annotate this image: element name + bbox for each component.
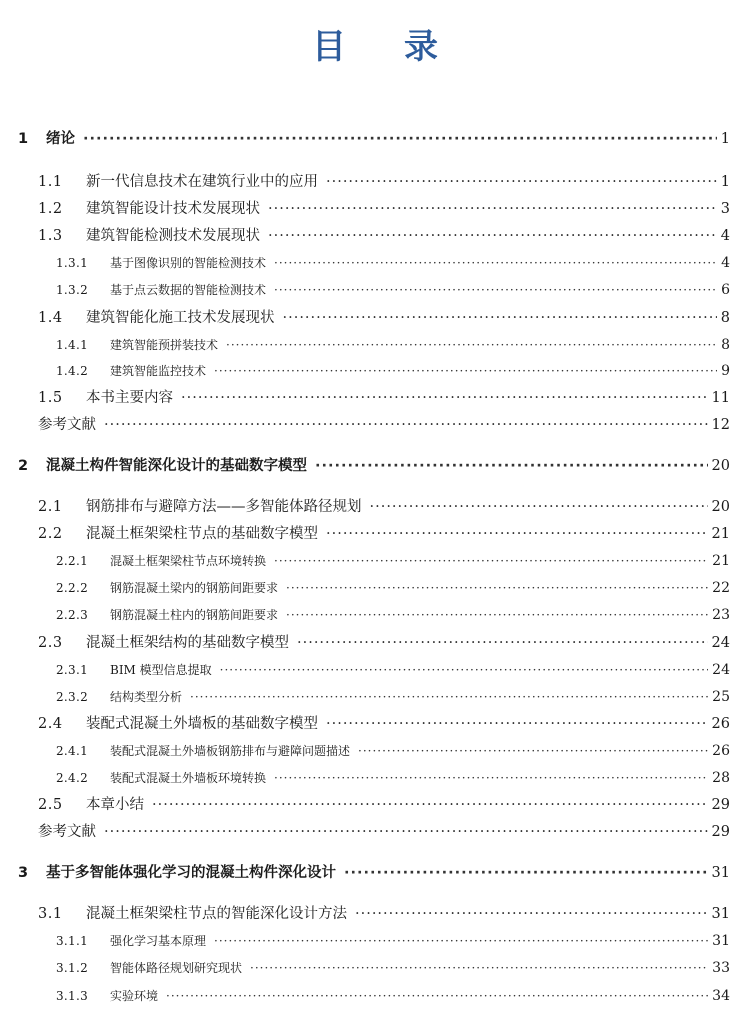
toc-entry-number: 1.3.1	[56, 256, 89, 270]
toc-entry-number: 2.1	[38, 499, 63, 515]
toc-entry-number: 2	[18, 458, 29, 474]
toc-entry-page-number: 4	[721, 255, 730, 271]
toc-entry-title: 混凝土框架梁柱节点的基础数字模型	[86, 526, 318, 542]
dot-leader	[104, 413, 708, 437]
toc-entry-number: 1.5	[38, 390, 63, 406]
toc-entry-title: 钢筋混凝土梁内的钢筋间距要求	[110, 581, 279, 595]
toc-entry-page-number: 24	[712, 662, 730, 678]
toc-entry[interactable]	[18, 454, 730, 478]
toc-entry-title: 混凝土构件智能深化设计的基础数字模型	[46, 458, 307, 474]
toc-entry[interactable]	[56, 929, 730, 953]
toc-entry-number: 2.2.1	[56, 554, 89, 568]
toc-entry-title: 参考文献	[38, 417, 96, 433]
dot-leader	[268, 197, 717, 221]
toc-entry[interactable]	[38, 306, 730, 330]
toc-entry-number: 2.4	[38, 716, 63, 732]
toc-entry-page-number: 1	[720, 174, 730, 190]
toc-entry-page-number: 9	[721, 363, 730, 379]
dot-leader	[220, 658, 709, 682]
toc-entry-page-number: 20	[711, 499, 730, 515]
dot-leader	[214, 359, 717, 383]
dot-leader	[370, 495, 708, 519]
toc-entry[interactable]	[56, 251, 730, 275]
toc-entry-page-number: 33	[712, 960, 730, 976]
toc-entry-title: 绪论	[46, 131, 75, 147]
toc-entry-page-number: 8	[721, 337, 730, 353]
toc-entry-number: 3.1.3	[56, 989, 89, 1003]
toc-entry-page-number: 31	[712, 933, 730, 949]
dot-leader	[286, 576, 708, 600]
toc-entry-title: BIM 模型信息提取	[110, 663, 212, 677]
dot-leader	[226, 333, 717, 357]
toc-entry-title: 参考文献	[38, 824, 96, 840]
toc-entry-number: 3	[18, 865, 29, 881]
toc-entry[interactable]	[56, 278, 730, 302]
toc-entry-page-number: 34	[712, 988, 730, 1004]
toc-entry[interactable]	[38, 522, 730, 546]
toc-entry-title: 装配式混凝土外墙板环境转换	[110, 771, 267, 785]
toc-entry-page-number: 31	[711, 865, 730, 881]
toc-entry[interactable]	[56, 576, 730, 600]
toc-entry[interactable]	[56, 739, 730, 763]
toc-entry-title: 强化学习基本原理	[110, 934, 207, 948]
title-char-1: 目	[312, 27, 346, 67]
toc-entry[interactable]	[38, 170, 730, 194]
toc-entry-page-number: 3	[720, 201, 730, 217]
toc-entry[interactable]	[38, 793, 730, 817]
toc-entry-page-number: 21	[712, 553, 730, 569]
dot-leader	[166, 984, 708, 1008]
dot-leader	[250, 956, 708, 980]
dot-leader	[283, 306, 717, 330]
toc-entry-references[interactable]	[38, 820, 730, 844]
toc-entry-page-number: 11	[711, 390, 730, 406]
toc-entry[interactable]	[38, 386, 730, 410]
toc-entry-page-number: 29	[711, 824, 730, 840]
toc-entry-number: 1.3	[38, 228, 63, 244]
toc-entry-number: 3.1.1	[56, 934, 89, 948]
toc-entry-number: 1	[18, 131, 29, 147]
toc-entry-title: 建筑智能检测技术发展现状	[86, 228, 260, 244]
toc-entry-number: 1.3.2	[56, 283, 89, 297]
toc-entry-page-number: 8	[720, 310, 730, 326]
toc-entry-page-number: 25	[712, 689, 730, 705]
toc-entry-page-number: 6	[721, 282, 730, 298]
toc-entry-title: 建筑智能预拼装技术	[110, 338, 219, 352]
toc-entry[interactable]	[56, 658, 730, 682]
toc-entry-number: 1.2	[38, 201, 63, 217]
toc-entry-title: 本章小结	[86, 797, 144, 813]
toc-entry-title: 本书主要内容	[86, 390, 173, 406]
dot-leader	[297, 631, 708, 655]
toc-entry[interactable]	[38, 224, 730, 248]
toc-entry-number: 2.3	[38, 635, 63, 651]
toc-entry[interactable]	[38, 631, 730, 655]
toc-entry-title: 钢筋混凝土柱内的钢筋间距要求	[110, 608, 279, 622]
toc-entry-title: 钢筋排布与避障方法——多智能体路径规划	[86, 499, 362, 515]
toc-entry-title: 混凝土框架梁柱节点环境转换	[110, 554, 267, 568]
toc-entry-number: 2.2.3	[56, 608, 89, 622]
toc-entry[interactable]	[38, 197, 730, 221]
dot-leader	[104, 820, 708, 844]
toc-entry[interactable]	[56, 956, 730, 980]
dot-leader	[326, 522, 708, 546]
dot-leader	[358, 739, 708, 763]
toc-entry-number: 3.1.2	[56, 961, 89, 975]
toc-entry[interactable]	[38, 495, 730, 519]
toc-entry-page-number: 23	[712, 607, 730, 623]
toc-entry-title: 装配式混凝土外墙板钢筋排布与避障问题描述	[110, 744, 351, 758]
toc-entry[interactable]	[56, 549, 730, 573]
toc-entry-page-number: 4	[720, 228, 730, 244]
toc-entry-page-number: 31	[711, 906, 730, 922]
toc-entry-title: 智能体路径规划研究现状	[110, 961, 243, 975]
title-char-2: 录	[404, 27, 438, 67]
toc-entry-number: 2.2	[38, 526, 63, 542]
dot-leader	[286, 603, 708, 627]
toc-entry-title: 装配式混凝土外墙板的基础数字模型	[86, 716, 318, 732]
dot-leader	[326, 170, 717, 194]
toc-entry-number: 1.4.1	[56, 338, 89, 352]
toc-entry-number: 1.4.2	[56, 364, 89, 378]
toc-entry[interactable]	[38, 712, 730, 736]
toc-entry-number: 1.1	[38, 174, 63, 190]
toc-entry-number: 2.4.1	[56, 744, 89, 758]
toc-entry[interactable]	[56, 359, 730, 383]
toc-entry[interactable]	[56, 333, 730, 357]
toc-entry[interactable]	[56, 685, 730, 709]
toc-entry-number: 1.4	[38, 310, 63, 326]
toc-entry-page-number: 1	[720, 131, 730, 147]
toc-entry-number: 2.5	[38, 797, 63, 813]
toc-entry-title: 建筑智能设计技术发展现状	[86, 201, 260, 217]
toc-entry[interactable]	[38, 902, 730, 926]
toc-entry-title: 基于点云数据的智能检测技术	[110, 283, 267, 297]
toc-entry-number: 2.2.2	[56, 581, 89, 595]
dot-leader	[326, 712, 708, 736]
toc-entry[interactable]	[56, 603, 730, 627]
dot-leader	[268, 224, 717, 248]
dot-leader	[190, 685, 708, 709]
toc-entry-title: 建筑智能化施工技术发展现状	[86, 310, 275, 326]
toc-entry-page-number: 21	[711, 526, 730, 542]
toc-entry[interactable]	[18, 127, 730, 151]
toc-entry-page-number: 12	[711, 417, 730, 433]
toc-entry-title: 实验环境	[110, 989, 159, 1003]
toc-entry-number: 3.1	[38, 906, 63, 922]
dot-leader	[274, 278, 717, 302]
toc-entry-references[interactable]	[38, 413, 730, 437]
toc-entry-page-number: 28	[712, 770, 730, 786]
toc-entry[interactable]	[56, 984, 730, 1008]
toc-entry[interactable]	[18, 861, 730, 885]
dot-leader	[355, 902, 708, 926]
dot-leader	[274, 766, 708, 790]
toc-entry-number: 2.3.1	[56, 663, 89, 677]
dot-leader	[83, 127, 717, 151]
toc-entry-number: 2.3.2	[56, 690, 89, 704]
toc-entry[interactable]	[56, 766, 730, 790]
toc-entry-title: 基于多智能体强化学习的混凝土构件深化设计	[46, 865, 336, 881]
toc-entry-number: 2.4.2	[56, 771, 89, 785]
toc-entry-title: 混凝土框架结构的基础数字模型	[86, 635, 289, 651]
dot-leader	[274, 251, 717, 275]
toc-entry-title: 混凝土框架梁柱节点的智能深化设计方法	[86, 906, 347, 922]
dot-leader	[315, 454, 708, 478]
dot-leader	[214, 929, 708, 953]
toc-entry-page-number: 26	[711, 716, 730, 732]
toc-entry-title: 新一代信息技术在建筑行业中的应用	[86, 174, 318, 190]
toc-entry-page-number: 22	[712, 580, 730, 596]
dot-leader	[181, 386, 708, 410]
dot-leader	[152, 793, 708, 817]
toc-entry-title: 结构类型分析	[110, 690, 183, 704]
toc-entry-page-number: 26	[712, 743, 730, 759]
toc-entry-title: 建筑智能监控技术	[110, 364, 207, 378]
toc-entry-page-number: 20	[711, 458, 730, 474]
toc-entry-title: 基于图像识别的智能检测技术	[110, 256, 267, 270]
toc-entry-page-number: 29	[711, 797, 730, 813]
toc-entry-page-number: 24	[711, 635, 730, 651]
dot-leader	[344, 861, 708, 885]
dot-leader	[274, 549, 708, 573]
